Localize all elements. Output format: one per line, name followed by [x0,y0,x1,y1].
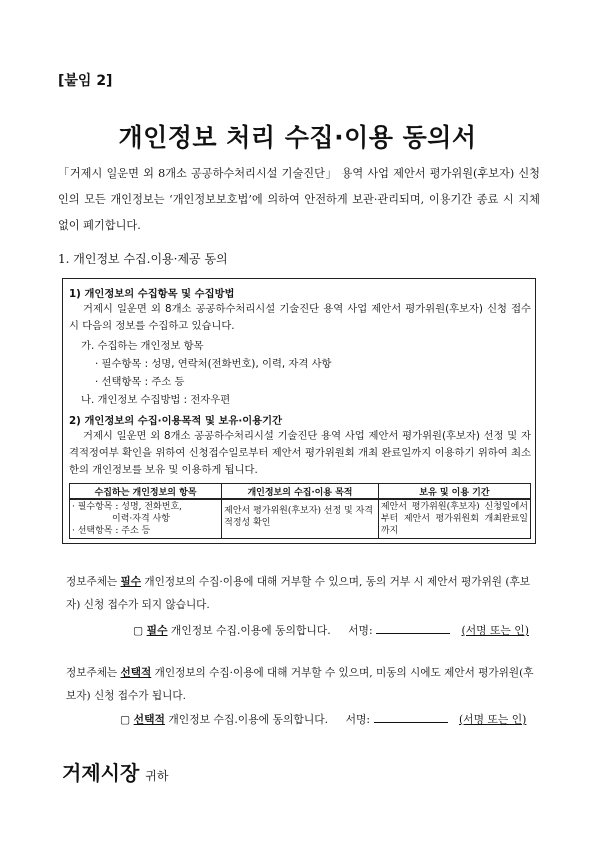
sign-hint: (서명 또는 인) [458,713,527,726]
sign-hint: (서명 또는 인) [461,624,529,637]
item2-paragraph: 거제시 일운면 외 8개소 공공하수처리시설 기술진단 용역 사업 제안서 평가위원(후보자) 선정 및 자격적정여부 확인을 위하여 신청접수일로부터 제안서 평가위원회 개최 완료일까지 이용하기 위하여 최소한의 개인정보를 보유 및 이용하게 됩니다. [69,430,531,477]
consent-text: 개인정보의 수집·이용에 대해 거부할 수 있으며, 미동의 시에도 제안서 평가위원(후보자) 신청 접수가 됩니다. [66,667,534,702]
item1-heading: 1) 개인정보의 수집항목 및 수집방법 [69,288,235,300]
optional-checkbox[interactable]: ▢ [120,713,131,726]
item2-heading: 2) 개인정보의 수집·이용목적 및 보유·이용기간 [69,415,283,427]
check-text: 개인정보 수집.이용에 동의합니다. [167,624,331,637]
table-header: 보유 및 이용 기간 [378,484,530,500]
required-items: · 필수항목 : 성명, 연락처(전화번호), 이력, 자격 사항 [95,358,332,370]
addressee: 거제시장 [62,761,140,785]
consent-key: 필수 [120,576,142,588]
sign-label: 서명: [345,713,374,726]
required-consent-checkline [133,622,529,638]
check-key: 필수 [146,624,168,637]
table-row [70,499,531,539]
optional-consent-text [66,662,540,708]
table-header-row [70,484,531,500]
section-heading: 1. 개인정보 수집.이용·제공 동의 [58,252,228,266]
cell-line: · 선택항목 : 주소 등 [72,526,151,536]
signature-field[interactable] [374,711,448,723]
consent-text: 개인정보의 수집·이용에 대해 거부할 수 있으며, 동의 거부 시 제안서 평가위원 (후보자) 신청 접수가 되지 않습니다. [66,576,530,611]
check-text: 개인정보 수집.이용에 동의합니다. [164,713,329,726]
intro-paragraph: 「거제시 일운면 외 8개소 공공하수처리시설 기술진단」 용역 사업 제안서 평가위원(후보자) 신청인의 모든 개인정보는 ‘개인정보보호법’에 의하여 안전하게 보관·관리되며, 이용기간 종료 시 지체 없이 폐기합니다. [58,167,540,232]
cell-line: 이력·자격 사항 [112,514,170,524]
addressee-suffix: 귀하 [145,769,169,783]
required-checkbox[interactable]: ▢ [133,624,144,637]
consent-prefix: 정보주체는 [66,667,121,679]
sub-b-heading: 나. 개인정보 수집방법 : 전자우편 [81,394,231,406]
optional-consent-checkline [120,711,526,727]
consent-prefix: 정보주체는 [66,576,121,588]
addressee-line [62,757,168,786]
cell-line: · 필수항목 : 성명, 전화번호, [72,502,182,512]
check-key: 선택적 [133,713,165,726]
signature-field[interactable] [376,622,450,634]
optional-items: · 선택항목 : 주소 등 [95,376,185,388]
table-cell: 제안서 평가위원(후보자) 신청일에서부터 제안서 평가위원회 개최완료일까지 [378,499,530,539]
required-consent-text [66,571,540,617]
consent-key: 선택적 [120,667,152,679]
info-table [69,483,531,539]
table-header: 수집하는 개인정보의 항목 [70,484,222,500]
consent-details-box [62,278,536,544]
table-cell: 제안서 평가위원(후보자) 선정 및 자격 적정성 확인 [222,499,379,539]
attachment-label: [붙임 2] [58,73,113,89]
sign-label: 서명: [348,624,377,637]
table-cell [70,499,222,539]
sub-a-heading: 가. 수집하는 개인정보 항목 [81,340,204,352]
table-header: 개인정보의 수집·이용 목적 [222,484,379,500]
document-title: 개인정보 처리 수집·이용 동의서 [118,123,477,152]
item1-paragraph: 거제시 일운면 외 8개소 공공하수처리시설 기술진단 용역 사업 제안서 평가위원(후보자) 신청 접수 시 다음의 정보를 수집하고 있습니다. [69,303,531,333]
